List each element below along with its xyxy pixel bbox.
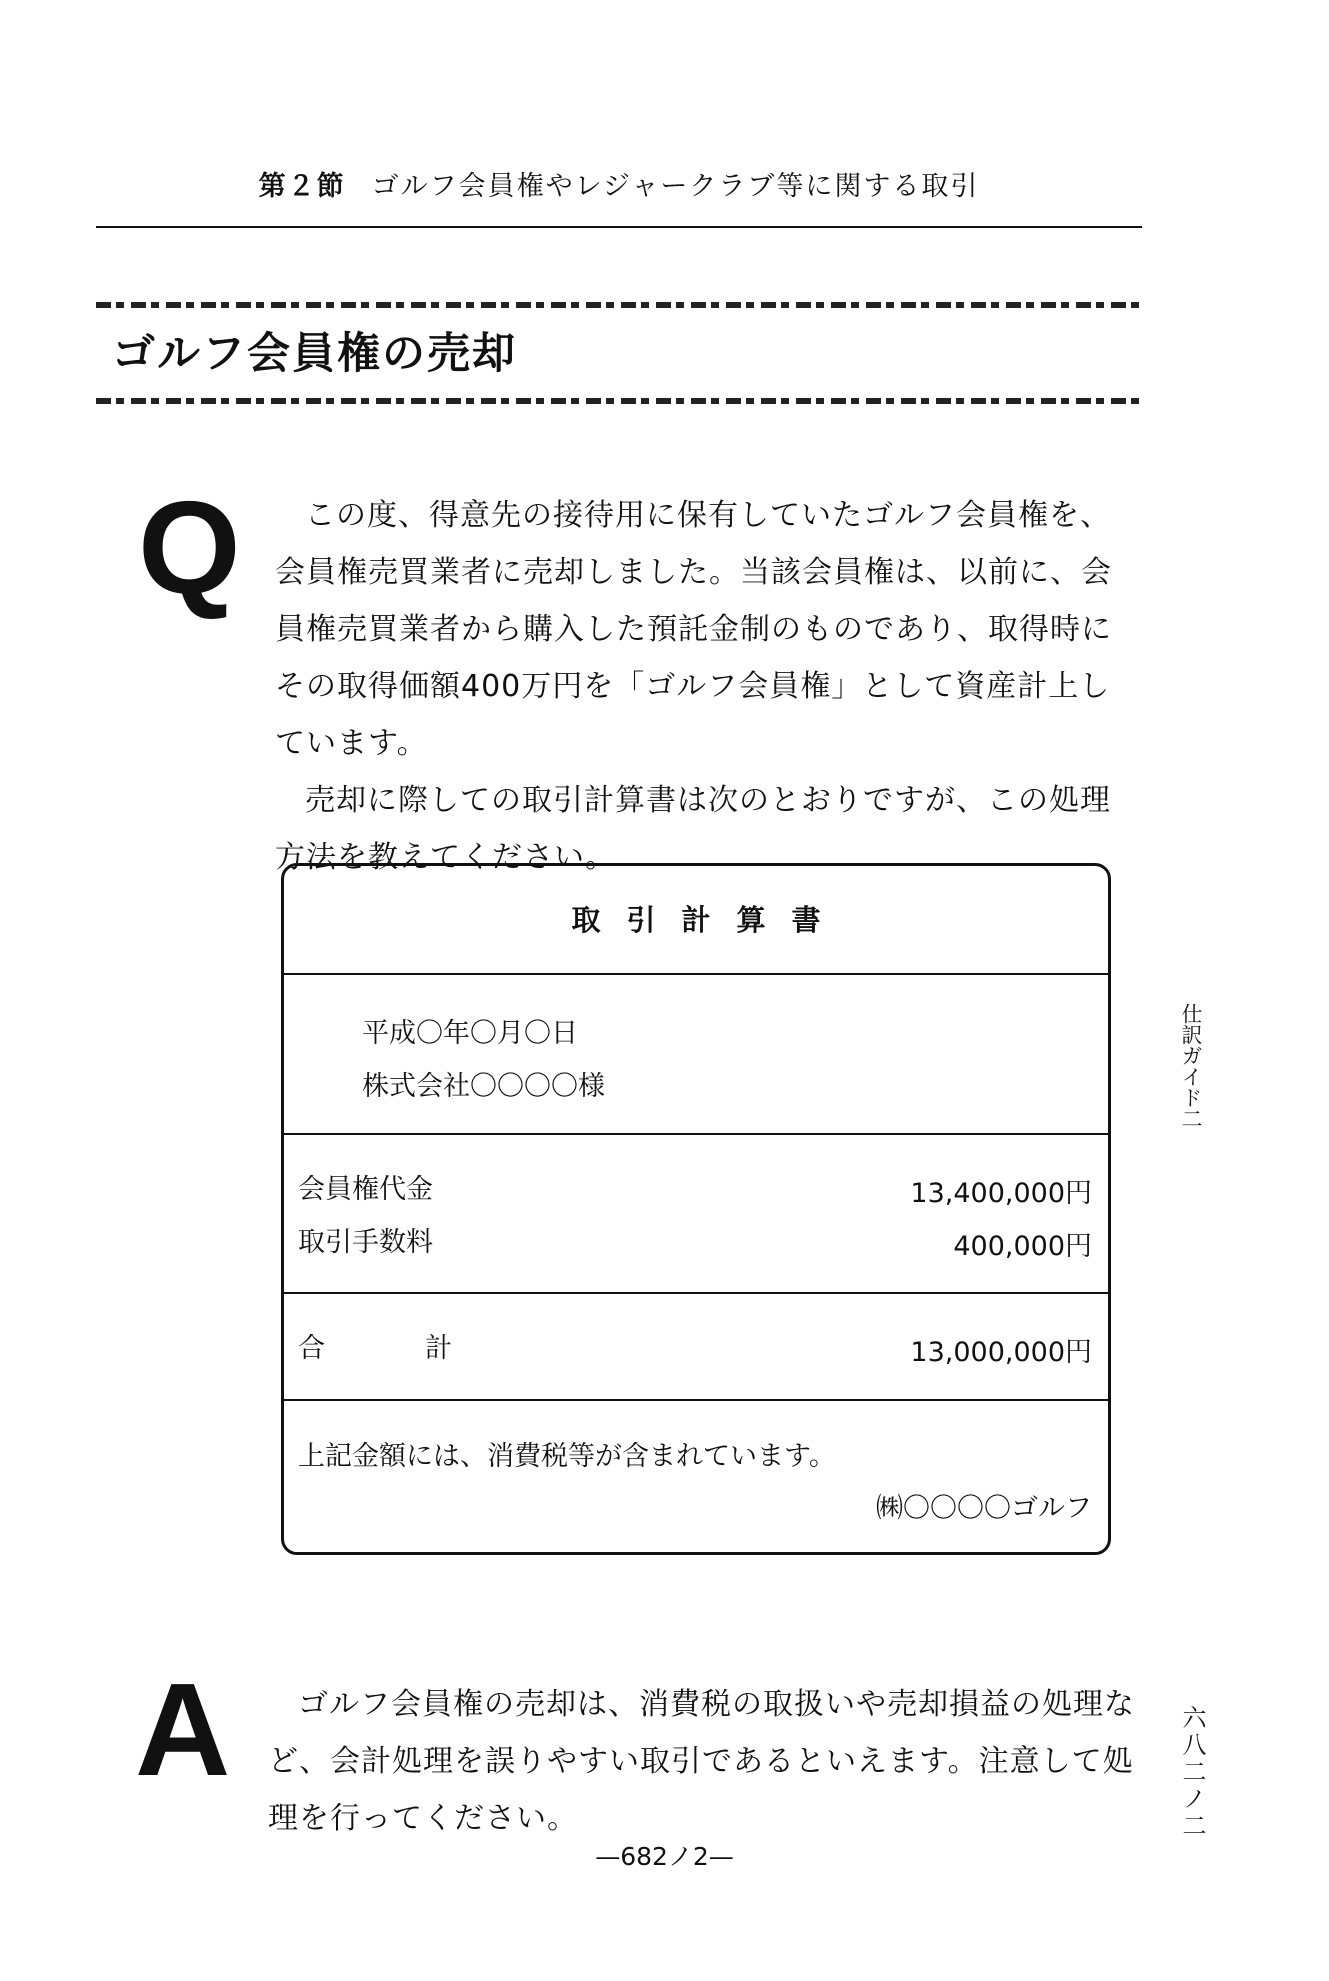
membership-price-label: 会員権代金: [298, 1174, 433, 1205]
issuer-name: ㈱〇〇〇〇ゴルフ: [876, 1493, 1092, 1524]
side-page-number: 六八二ノ二: [1178, 1705, 1206, 1840]
statement-divider-4: [284, 1399, 1108, 1401]
question-mark-letter: Q: [138, 474, 241, 621]
header-divider: [96, 226, 1142, 228]
answer-mark-letter: A: [135, 1656, 231, 1803]
statement-date: 平成〇年〇月〇日: [362, 1018, 578, 1049]
tax-note: 上記金額には、消費税等が含まれています。: [298, 1441, 836, 1472]
answer-paragraph-1: ゴルフ会員権の売却は、消費税の取扱いや売却損益の処理など、会計処理を誤りやすい取引であるといえます。注意して処理を行ってください。: [268, 1687, 1135, 1836]
side-guide-label: 仕訳ガイド二: [1179, 1003, 1203, 1129]
section-header: [96, 164, 1142, 203]
transaction-statement: [281, 863, 1111, 1555]
section-title: ゴルフ会員権やレジャークラブ等に関する取引: [371, 171, 980, 202]
statement-divider-2: [284, 1133, 1108, 1135]
commission-amount: 400,000円: [953, 1231, 1092, 1262]
statement-divider-3: [284, 1292, 1108, 1294]
title-bottom-rule: [96, 398, 1140, 404]
statement-addressee: 株式会社〇〇〇〇様: [362, 1071, 605, 1102]
total-amount: 13,000,000円: [910, 1337, 1092, 1368]
statement-divider-1: [284, 973, 1108, 975]
question-text: [275, 487, 1135, 886]
section-number: 第２節: [258, 171, 346, 202]
question-paragraph-1: この度、得意先の接待用に保有していたゴルフ会員権を、会員権売買業者に売却しました。当該会員権は、以前に、会員権売買業者から購入した預託金制のものであり、取得時にその取得価額400万円を「ゴルフ会員権」として資産計上しています。: [275, 498, 1112, 761]
page-number: —682ノ2—: [595, 1842, 734, 1871]
page-title: ゴルフ会員権の売却: [112, 329, 517, 379]
commission-label: 取引手数料: [298, 1227, 433, 1258]
membership-price-amount: 13,400,000円: [910, 1178, 1092, 1209]
title-top-rule: [96, 302, 1140, 308]
total-label: [298, 1326, 452, 1365]
answer-text: [268, 1676, 1138, 1847]
total-label-part-2: 計: [425, 1333, 452, 1364]
total-label-part-1: 合: [298, 1333, 325, 1364]
question-paragraph-2: 売却に際しての取引計算書は次のとおりですが、この処理方法を教えてください。: [275, 783, 1111, 875]
statement-title: 取引計算書: [571, 903, 847, 937]
